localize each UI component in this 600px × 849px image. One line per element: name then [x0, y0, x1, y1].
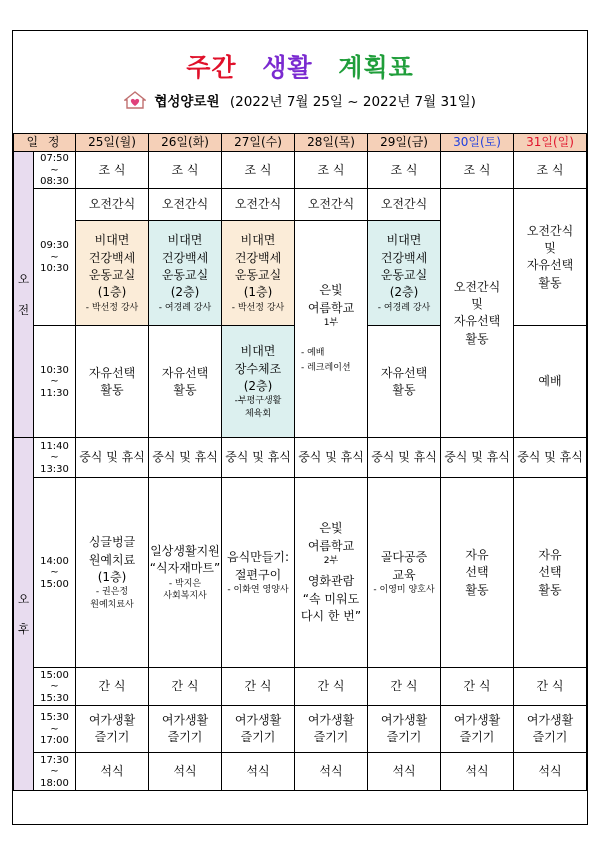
row-afternoon-snack — [14, 668, 587, 706]
snack-cell: 간 식 — [368, 668, 441, 706]
row-afternoon-program — [14, 478, 587, 668]
breakfast-cell: 조 식 — [368, 152, 441, 189]
day-tue: 26일(화) — [149, 134, 222, 152]
time-3: 10:30 ~ 11:30 — [34, 326, 76, 438]
time-6: 15:00 ~ 15:30 — [34, 668, 76, 706]
period: (2022년 7월 25일 ~ 2022년 7월 31일) — [229, 94, 476, 110]
title-part-1: 주간 — [186, 53, 237, 82]
leisure-cell: 여가생활 즐기기 — [149, 706, 222, 753]
dinner-cell: 석식 — [295, 753, 368, 791]
morning-snack-cell: 오전간식 — [295, 189, 368, 221]
time-2: 09:30 ~ 10:30 — [34, 189, 76, 326]
title-part-2: 생활 — [262, 53, 313, 82]
house-heart-logo-icon — [124, 91, 146, 113]
sun-pm-program: 자유 선택 활동 — [514, 478, 587, 668]
leisure-cell: 여가생활 즐기기 — [441, 706, 514, 753]
page-title — [0, 48, 600, 84]
am-label: 오 전 — [14, 152, 34, 438]
day-wed: 27일(수) — [222, 134, 295, 152]
snack-cell: 간 식 — [149, 668, 222, 706]
time-7: 15:30 ~ 17:00 — [34, 706, 76, 753]
lunch-cell: 중식 및 휴식 — [76, 438, 149, 478]
fri-pm-program: 골다공증 교육 - 이영미 양호사 — [368, 478, 441, 668]
row-lunch — [14, 438, 587, 478]
mon-am-program: 비대면 건강백세 운동교실 (1층) - 박선정 강사 — [76, 221, 149, 326]
fri-am-program: 비대면 건강백세 운동교실 (2층) - 여경례 강사 — [368, 221, 441, 326]
morning-snack-cell: 오전간식 — [222, 189, 295, 221]
day-sun: 31일(일) — [514, 134, 587, 152]
header-label: 일 정 — [14, 134, 76, 152]
dinner-cell: 석식 — [222, 753, 295, 791]
dinner-cell: 석식 — [368, 753, 441, 791]
org-name: 협성양로원 — [154, 94, 220, 110]
row-breakfast — [14, 152, 587, 189]
sun-am-program: 오전간식 및 자유선택 활동 — [514, 189, 587, 326]
time-4: 11:40 ~ 13:30 — [34, 438, 76, 478]
leisure-cell: 여가생활 즐기기 — [295, 706, 368, 753]
wed-am-program: 비대면 건강백세 운동교실 (1층) - 박선정 강사 — [222, 221, 295, 326]
morning-snack-cell: 오전간식 — [149, 189, 222, 221]
time-8: 17:30 ~ 18:00 — [34, 753, 76, 791]
title-part-3: 계획표 — [338, 53, 414, 82]
thu-pm-program: 은빛 여름학교 2부 영화관람 “속 미워도 다시 한 번” — [295, 478, 368, 668]
mon-free-activity: 자유선택 활동 — [76, 326, 149, 438]
morning-snack-cell: 오전간식 — [368, 189, 441, 221]
lunch-cell: 중식 및 휴식 — [295, 438, 368, 478]
lunch-cell: 중식 및 휴식 — [368, 438, 441, 478]
breakfast-cell: 조 식 — [149, 152, 222, 189]
wed-pm-program: 음식만들기: 절편구이 - 이화연 영양사 — [222, 478, 295, 668]
dinner-cell: 석식 — [441, 753, 514, 791]
dinner-cell: 석식 — [76, 753, 149, 791]
lunch-cell: 중식 및 휴식 — [222, 438, 295, 478]
day-sat: 30일(토) — [441, 134, 514, 152]
tue-free-activity: 자유선택 활동 — [149, 326, 222, 438]
thu-am-program: 은빛 여름학교 1부 - 예배 - 레크레이션 — [295, 221, 368, 438]
dinner-cell: 석식 — [514, 753, 587, 791]
tue-am-program: 비대면 건강백세 운동교실 (2층) - 여경례 강사 — [149, 221, 222, 326]
day-thu: 28일(목) — [295, 134, 368, 152]
row-dinner — [14, 753, 587, 791]
sun-late-worship: 예배 — [514, 326, 587, 438]
breakfast-cell: 조 식 — [514, 152, 587, 189]
sat-am-program: 오전간식 및 자유선택 활동 — [441, 189, 514, 438]
schedule-table — [13, 133, 587, 791]
row-morning-snack — [14, 189, 587, 221]
breakfast-cell: 조 식 — [222, 152, 295, 189]
sat-pm-program: 자유 선택 활동 — [441, 478, 514, 668]
time-5: 14:00 ~ 15:00 — [34, 478, 76, 668]
day-mon: 25일(월) — [76, 134, 149, 152]
pm-label: 오 후 — [14, 438, 34, 791]
mon-pm-program: 싱글벙글 원예치료 (1층) - 권은정 원예치료사 — [76, 478, 149, 668]
tue-pm-program: 일상생활지원 “식자재마트” - 박지은 사회복지사 — [149, 478, 222, 668]
row-leisure — [14, 706, 587, 753]
leisure-cell: 여가생활 즐기기 — [76, 706, 149, 753]
snack-cell: 간 식 — [76, 668, 149, 706]
time-1: 07:50 ~ 08:30 — [34, 152, 76, 189]
breakfast-cell: 조 식 — [441, 152, 514, 189]
snack-cell: 간 식 — [514, 668, 587, 706]
lunch-cell: 중식 및 휴식 — [441, 438, 514, 478]
header-row — [14, 134, 587, 152]
leisure-cell: 여가생활 즐기기 — [222, 706, 295, 753]
fri-free-activity: 자유선택 활동 — [368, 326, 441, 438]
snack-cell: 간 식 — [222, 668, 295, 706]
snack-cell: 간 식 — [441, 668, 514, 706]
breakfast-cell: 조 식 — [76, 152, 149, 189]
snack-cell: 간 식 — [295, 668, 368, 706]
lunch-cell: 중식 및 휴식 — [149, 438, 222, 478]
subtitle — [0, 90, 600, 113]
dinner-cell: 석식 — [149, 753, 222, 791]
lunch-cell: 중식 및 휴식 — [514, 438, 587, 478]
morning-snack-cell: 오전간식 — [76, 189, 149, 221]
day-fri: 29일(금) — [368, 134, 441, 152]
leisure-cell: 여가생활 즐기기 — [514, 706, 587, 753]
leisure-cell: 여가생활 즐기기 — [368, 706, 441, 753]
breakfast-cell: 조 식 — [295, 152, 368, 189]
wed-late-program: 비대면 장수체조 (2층) -부평구생활 체육회 — [222, 326, 295, 438]
